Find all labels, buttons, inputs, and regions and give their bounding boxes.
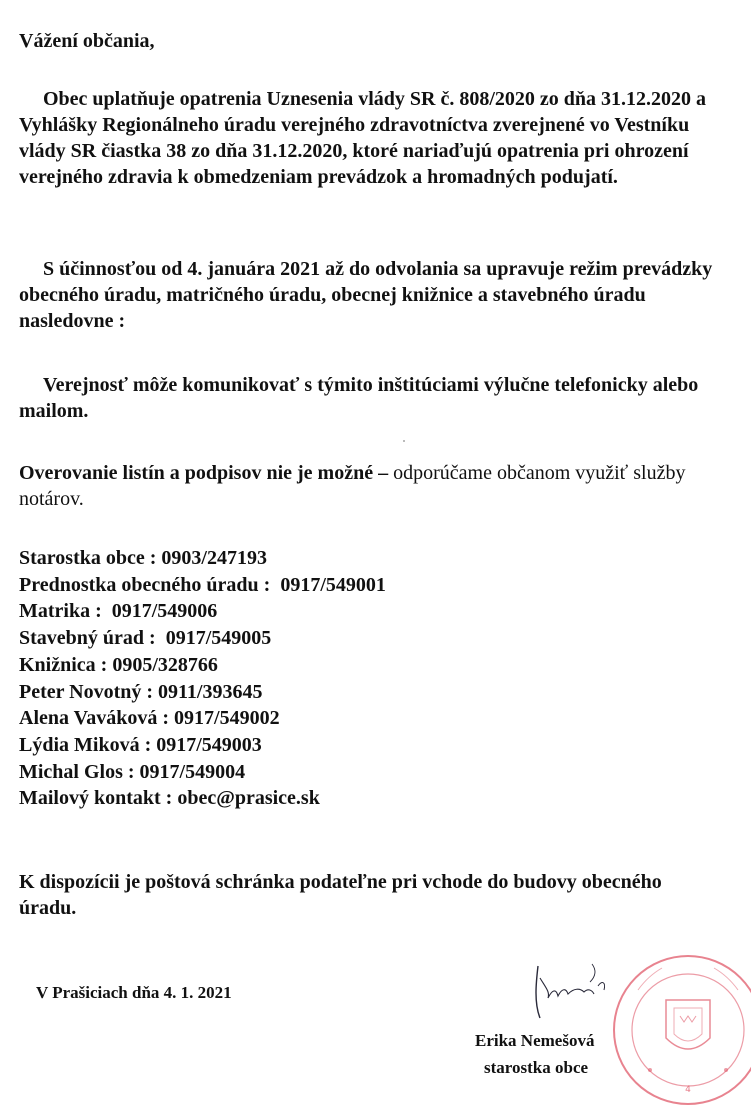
paragraph-communication: Verejnosť môže komunikovať s týmito inštitúciami výlučne telefonicky alebo mailom.: [19, 374, 699, 422]
paragraph-verification: [19, 460, 719, 512]
contact-email: Mailový kontakt : obec@prasice.sk: [19, 787, 320, 810]
signer-title: starostka obce: [484, 1058, 589, 1077]
verification-advice: odporúčame občanom využiť služby notárov.: [19, 462, 686, 510]
paragraph-operating-mode: S účinnosťou od 4. januára 2021 až do odvolania sa upravuje režim prevádzky obecného úradu, matričného úradu, obecnej knižnice a stavebného úradu nasledovne :: [19, 258, 713, 332]
handwritten-signature-icon: [528, 958, 618, 1028]
contact-item: Stavebný úrad : 0917/549005: [19, 627, 272, 650]
signer-name: Erika Nemešová: [475, 1031, 595, 1050]
contact-item: Prednostka obecného úradu : 0917/549001: [19, 573, 386, 596]
contact-item: Michal Glos : 0917/549004: [19, 760, 246, 783]
contact-item: Knižnica : 0905/328766: [19, 653, 218, 676]
contact-item: Matrika : 0917/549006: [19, 600, 218, 623]
verification-notice: Overovanie listín a podpisov nie je možné –: [19, 462, 389, 484]
contact-item: Starostka obce : 0903/247193: [19, 547, 267, 569]
official-stamp-icon: [608, 950, 751, 1110]
scan-speck: [403, 440, 405, 442]
stamp-number: 4: [685, 1085, 691, 1095]
place-date: V Prašiciach dňa 4. 1. 2021: [36, 983, 232, 1002]
paragraph-mailbox: K dispozícii je poštová schránka podateľne pri vchode do budovy obecného úradu.: [19, 871, 662, 919]
contact-item: Peter Novotný : 0911/393645: [19, 680, 263, 703]
contact-item: Alena Vaváková : 0917/549002: [19, 707, 280, 730]
greeting: Vážení občania,: [19, 30, 155, 52]
paragraph-regulation: Obec uplatňuje opatrenia Uznesenia vlády SR č. 808/2020 zo dňa 31.12.2020 a Vyhlášky Regionálneho úradu verejného zdravotníctva zverejnené vo Vestníku vlády SR čiastka 38 zo dňa 31.12.2020, ktoré nariaďujú opatrenia pri ohrození verejného zdravia k obmedzeniam prevádzok a hromadných podujatí.: [19, 88, 706, 188]
contact-list: [19, 545, 386, 812]
contact-item: Lýdia Miková : 0917/549003: [19, 733, 262, 756]
